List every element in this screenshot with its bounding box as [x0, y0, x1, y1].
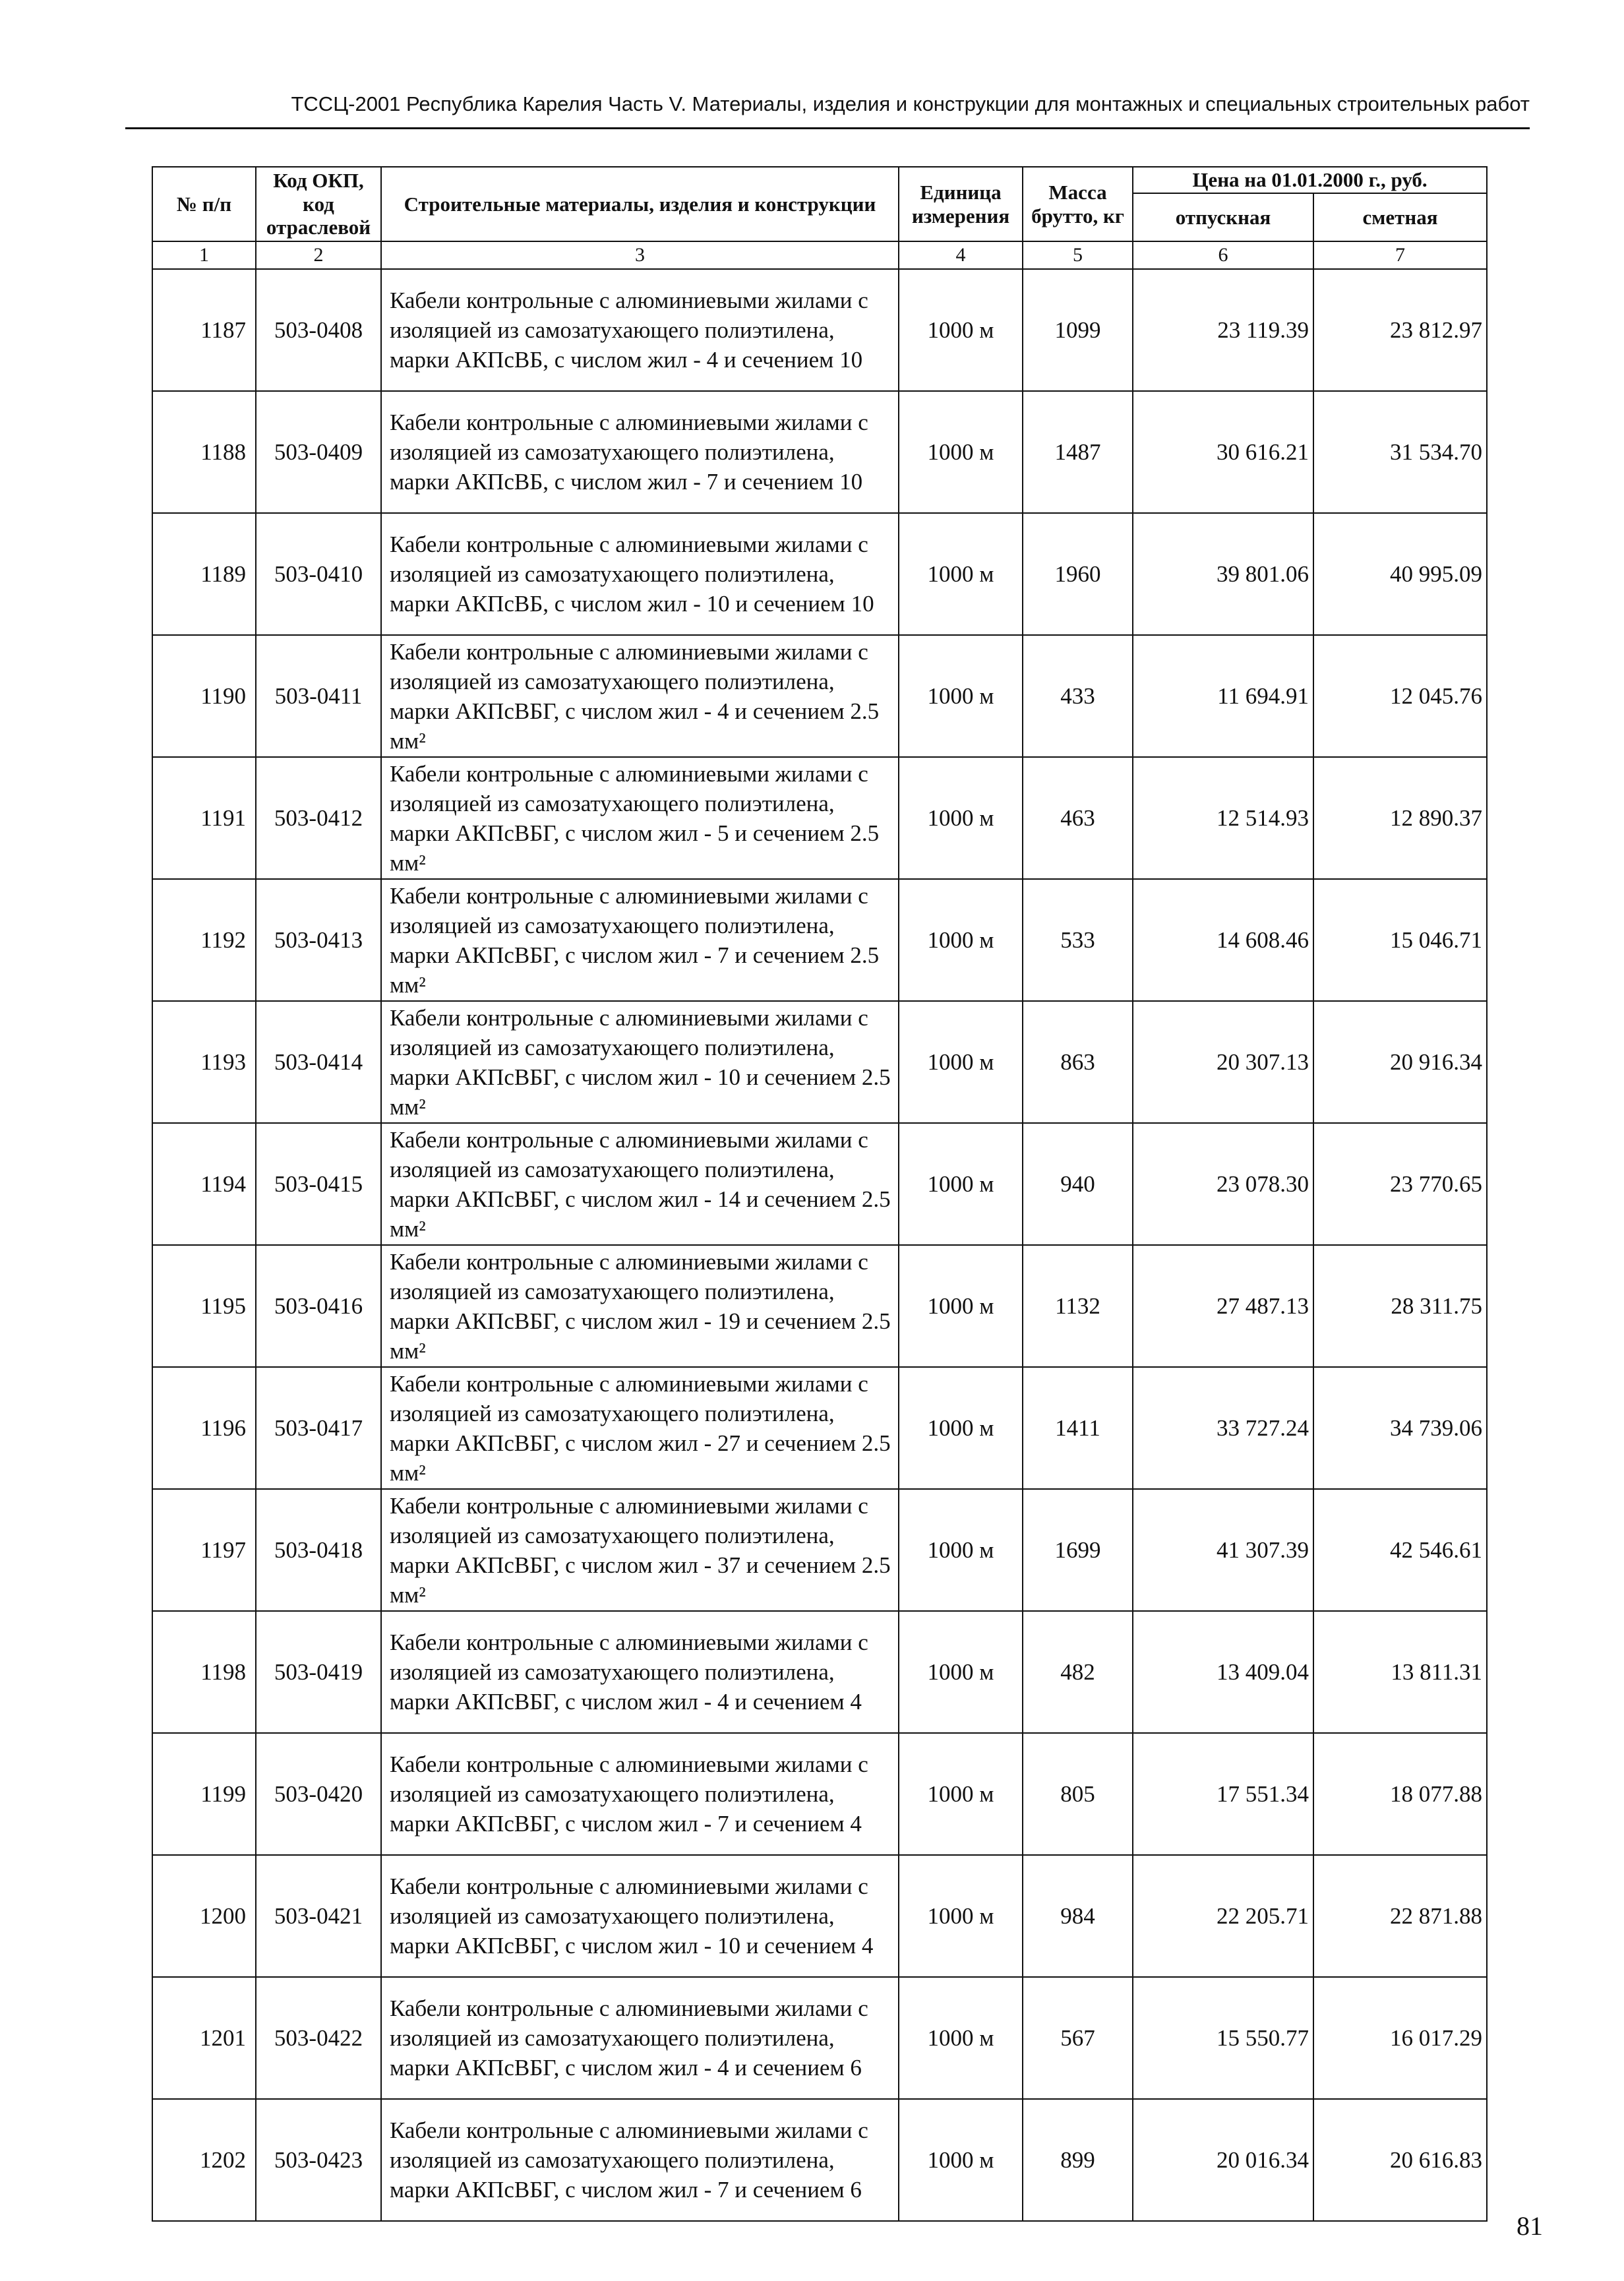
- material-description: Кабели контрольные с алюминиевыми жилами с изоляцией из самозатухающего полиэтилена, марки АКПсВБГ, с числом жил - 7 и сечением 4: [381, 1733, 899, 1855]
- material-description: Кабели контрольные с алюминиевыми жилами с изоляцией из самозатухающего полиэтилена, марки АКПсВБ, с числом жил - 10 и сечением 10: [381, 513, 899, 635]
- header-rule: [125, 127, 1530, 129]
- row-number: 1195: [152, 1245, 256, 1367]
- header-mass: Масса брутто, кг: [1023, 167, 1133, 241]
- row-number: 1198: [152, 1611, 256, 1733]
- unit-of-measure: 1000 м: [899, 1489, 1023, 1611]
- product-code: 503-0414: [256, 1001, 381, 1123]
- estimate-price: 16 017.29: [1313, 1977, 1487, 2099]
- estimate-price: 34 739.06: [1313, 1367, 1487, 1489]
- table-row: [152, 513, 1487, 635]
- gross-mass: 533: [1023, 879, 1133, 1001]
- row-number: 1188: [152, 391, 256, 513]
- estimate-price: 23 770.65: [1313, 1123, 1487, 1245]
- gross-mass: 1960: [1023, 513, 1133, 635]
- unit-of-measure: 1000 м: [899, 513, 1023, 635]
- estimate-price: 40 995.09: [1313, 513, 1487, 635]
- release-price: 22 205.71: [1133, 1855, 1313, 1977]
- unit-of-measure: 1000 м: [899, 757, 1023, 879]
- header-price-release: отпускная: [1133, 193, 1313, 241]
- table-row: [152, 1123, 1487, 1245]
- column-number-row: [152, 241, 1487, 269]
- table-row: [152, 269, 1487, 391]
- row-number: 1187: [152, 269, 256, 391]
- estimate-price: 12 045.76: [1313, 635, 1487, 757]
- product-code: 503-0416: [256, 1245, 381, 1367]
- material-description: Кабели контрольные с алюминиевыми жилами с изоляцией из самозатухающего полиэтилена, марки АКПсВБГ, с числом жил - 5 и сечением 2.5 мм²: [381, 757, 899, 879]
- estimate-price: 12 890.37: [1313, 757, 1487, 879]
- product-code: 503-0408: [256, 269, 381, 391]
- release-price: 39 801.06: [1133, 513, 1313, 635]
- material-description: Кабели контрольные с алюминиевыми жилами с изоляцией из самозатухающего полиэтилена, марки АКПсВБГ, с числом жил - 7 и сечением 6: [381, 2099, 899, 2221]
- gross-mass: 1132: [1023, 1245, 1133, 1367]
- gross-mass: 1411: [1023, 1367, 1133, 1489]
- table-row: [152, 1733, 1487, 1855]
- material-description: Кабели контрольные с алюминиевыми жилами с изоляцией из самозатухающего полиэтилена, марки АКПсВБГ, с числом жил - 4 и сечением 6: [381, 1977, 899, 2099]
- row-number: 1194: [152, 1123, 256, 1245]
- column-number: 7: [1313, 241, 1487, 269]
- gross-mass: 482: [1023, 1611, 1133, 1733]
- product-code: 503-0413: [256, 879, 381, 1001]
- header-unit: Единица измерения: [899, 167, 1023, 241]
- table-row: [152, 879, 1487, 1001]
- table-row: [152, 1977, 1487, 2099]
- unit-of-measure: 1000 м: [899, 391, 1023, 513]
- material-description: Кабели контрольные с алюминиевыми жилами с изоляцией из самозатухающего полиэтилена, марки АКПсВБ, с числом жил - 7 и сечением 10: [381, 391, 899, 513]
- release-price: 30 616.21: [1133, 391, 1313, 513]
- product-code: 503-0422: [256, 1977, 381, 2099]
- material-description: Кабели контрольные с алюминиевыми жилами с изоляцией из самозатухающего полиэтилена, марки АКПсВБГ, с числом жил - 37 и сечением 2.5 мм²: [381, 1489, 899, 1611]
- product-code: 503-0420: [256, 1733, 381, 1855]
- product-code: 503-0423: [256, 2099, 381, 2221]
- gross-mass: 1099: [1023, 269, 1133, 391]
- unit-of-measure: 1000 м: [899, 1245, 1023, 1367]
- unit-of-measure: 1000 м: [899, 1855, 1023, 1977]
- row-number: 1193: [152, 1001, 256, 1123]
- estimate-price: 23 812.97: [1313, 269, 1487, 391]
- material-description: Кабели контрольные с алюминиевыми жилами с изоляцией из самозатухающего полиэтилена, марки АКПсВБГ, с числом жил - 7 и сечением 2.5 мм²: [381, 879, 899, 1001]
- page-number: 81: [1517, 2211, 1543, 2241]
- row-number: 1189: [152, 513, 256, 635]
- unit-of-measure: 1000 м: [899, 1733, 1023, 1855]
- release-price: 33 727.24: [1133, 1367, 1313, 1489]
- release-price: 14 608.46: [1133, 879, 1313, 1001]
- release-price: 23 119.39: [1133, 269, 1313, 391]
- release-price: 12 514.93: [1133, 757, 1313, 879]
- release-price: 23 078.30: [1133, 1123, 1313, 1245]
- table-row: [152, 1489, 1487, 1611]
- material-description: Кабели контрольные с алюминиевыми жилами с изоляцией из самозатухающего полиэтилена, марки АКПсВБГ, с числом жил - 19 и сечением 2.5 мм²: [381, 1245, 899, 1367]
- estimate-price: 18 077.88: [1313, 1733, 1487, 1855]
- material-description: Кабели контрольные с алюминиевыми жилами с изоляцией из самозатухающего полиэтилена, марки АКПсВБ, с числом жил - 4 и сечением 10: [381, 269, 899, 391]
- gross-mass: 1699: [1023, 1489, 1133, 1611]
- material-description: Кабели контрольные с алюминиевыми жилами с изоляцией из самозатухающего полиэтилена, марки АКПсВБГ, с числом жил - 4 и сечением 4: [381, 1611, 899, 1733]
- column-number: 1: [152, 241, 256, 269]
- gross-mass: 805: [1023, 1733, 1133, 1855]
- product-code: 503-0417: [256, 1367, 381, 1489]
- release-price: 13 409.04: [1133, 1611, 1313, 1733]
- product-code: 503-0419: [256, 1611, 381, 1733]
- estimate-price: 13 811.31: [1313, 1611, 1487, 1733]
- product-code: 503-0411: [256, 635, 381, 757]
- column-number: 2: [256, 241, 381, 269]
- release-price: 17 551.34: [1133, 1733, 1313, 1855]
- header-price-group: Цена на 01.01.2000 г., руб.: [1133, 167, 1487, 193]
- unit-of-measure: 1000 м: [899, 1001, 1023, 1123]
- unit-of-measure: 1000 м: [899, 1367, 1023, 1489]
- gross-mass: 567: [1023, 1977, 1133, 2099]
- header-price-estimate: сметная: [1313, 193, 1487, 241]
- unit-of-measure: 1000 м: [899, 1611, 1023, 1733]
- gross-mass: 984: [1023, 1855, 1133, 1977]
- product-code: 503-0409: [256, 391, 381, 513]
- row-number: 1202: [152, 2099, 256, 2221]
- header-code: Код ОКП, код отраслевой: [256, 167, 381, 241]
- gross-mass: 863: [1023, 1001, 1133, 1123]
- column-number: 3: [381, 241, 899, 269]
- table-row: [152, 757, 1487, 879]
- release-price: 20 307.13: [1133, 1001, 1313, 1123]
- price-table: [152, 166, 1488, 2222]
- product-code: 503-0418: [256, 1489, 381, 1611]
- column-number: 6: [1133, 241, 1313, 269]
- material-description: Кабели контрольные с алюминиевыми жилами с изоляцией из самозатухающего полиэтилена, марки АКПсВБГ, с числом жил - 10 и сечением 2.5 мм²: [381, 1001, 899, 1123]
- gross-mass: 433: [1023, 635, 1133, 757]
- row-number: 1197: [152, 1489, 256, 1611]
- material-description: Кабели контрольные с алюминиевыми жилами с изоляцией из самозатухающего полиэтилена, марки АКПсВБГ, с числом жил - 4 и сечением 2.5 мм²: [381, 635, 899, 757]
- row-number: 1191: [152, 757, 256, 879]
- table-row: [152, 1001, 1487, 1123]
- estimate-price: 20 616.83: [1313, 2099, 1487, 2221]
- unit-of-measure: 1000 м: [899, 1977, 1023, 2099]
- product-code: 503-0412: [256, 757, 381, 879]
- unit-of-measure: 1000 м: [899, 269, 1023, 391]
- release-price: 27 487.13: [1133, 1245, 1313, 1367]
- material-description: Кабели контрольные с алюминиевыми жилами с изоляцией из самозатухающего полиэтилена, марки АКПсВБГ, с числом жил - 27 и сечением 2.5 мм²: [381, 1367, 899, 1489]
- gross-mass: 463: [1023, 757, 1133, 879]
- row-number: 1196: [152, 1367, 256, 1489]
- unit-of-measure: 1000 м: [899, 2099, 1023, 2221]
- material-description: Кабели контрольные с алюминиевыми жилами с изоляцией из самозатухающего полиэтилена, марки АКПсВБГ, с числом жил - 10 и сечением 4: [381, 1855, 899, 1977]
- gross-mass: 940: [1023, 1123, 1133, 1245]
- column-number: 4: [899, 241, 1023, 269]
- table-row: [152, 1611, 1487, 1733]
- table-row: [152, 1245, 1487, 1367]
- release-price: 15 550.77: [1133, 1977, 1313, 2099]
- estimate-price: 28 311.75: [1313, 1245, 1487, 1367]
- estimate-price: 31 534.70: [1313, 391, 1487, 513]
- release-price: 11 694.91: [1133, 635, 1313, 757]
- row-number: 1199: [152, 1733, 256, 1855]
- gross-mass: 899: [1023, 2099, 1133, 2221]
- table-row: [152, 2099, 1487, 2221]
- column-number: 5: [1023, 241, 1133, 269]
- product-code: 503-0415: [256, 1123, 381, 1245]
- table-row: [152, 391, 1487, 513]
- product-code: 503-0410: [256, 513, 381, 635]
- row-number: 1200: [152, 1855, 256, 1977]
- unit-of-measure: 1000 м: [899, 1123, 1023, 1245]
- header-no: № п/п: [152, 167, 256, 241]
- estimate-price: 42 546.61: [1313, 1489, 1487, 1611]
- product-code: 503-0421: [256, 1855, 381, 1977]
- row-number: 1190: [152, 635, 256, 757]
- estimate-price: 22 871.88: [1313, 1855, 1487, 1977]
- row-number: 1201: [152, 1977, 256, 2099]
- table-row: [152, 1367, 1487, 1489]
- unit-of-measure: 1000 м: [899, 879, 1023, 1001]
- estimate-price: 15 046.71: [1313, 879, 1487, 1001]
- running-title: ТССЦ-2001 Республика Карелия Часть V. Материалы, изделия и конструкции для монтажных и специальных строительных работ: [291, 92, 1530, 115]
- release-price: 41 307.39: [1133, 1489, 1313, 1611]
- estimate-price: 20 916.34: [1313, 1001, 1487, 1123]
- row-number: 1192: [152, 879, 256, 1001]
- material-description: Кабели контрольные с алюминиевыми жилами с изоляцией из самозатухающего полиэтилена, марки АКПсВБГ, с числом жил - 14 и сечением 2.5 мм²: [381, 1123, 899, 1245]
- table-row: [152, 635, 1487, 757]
- release-price: 20 016.34: [1133, 2099, 1313, 2221]
- gross-mass: 1487: [1023, 391, 1133, 513]
- table-row: [152, 1855, 1487, 1977]
- unit-of-measure: 1000 м: [899, 635, 1023, 757]
- header-material: Строительные материалы, изделия и конструкции: [381, 167, 899, 241]
